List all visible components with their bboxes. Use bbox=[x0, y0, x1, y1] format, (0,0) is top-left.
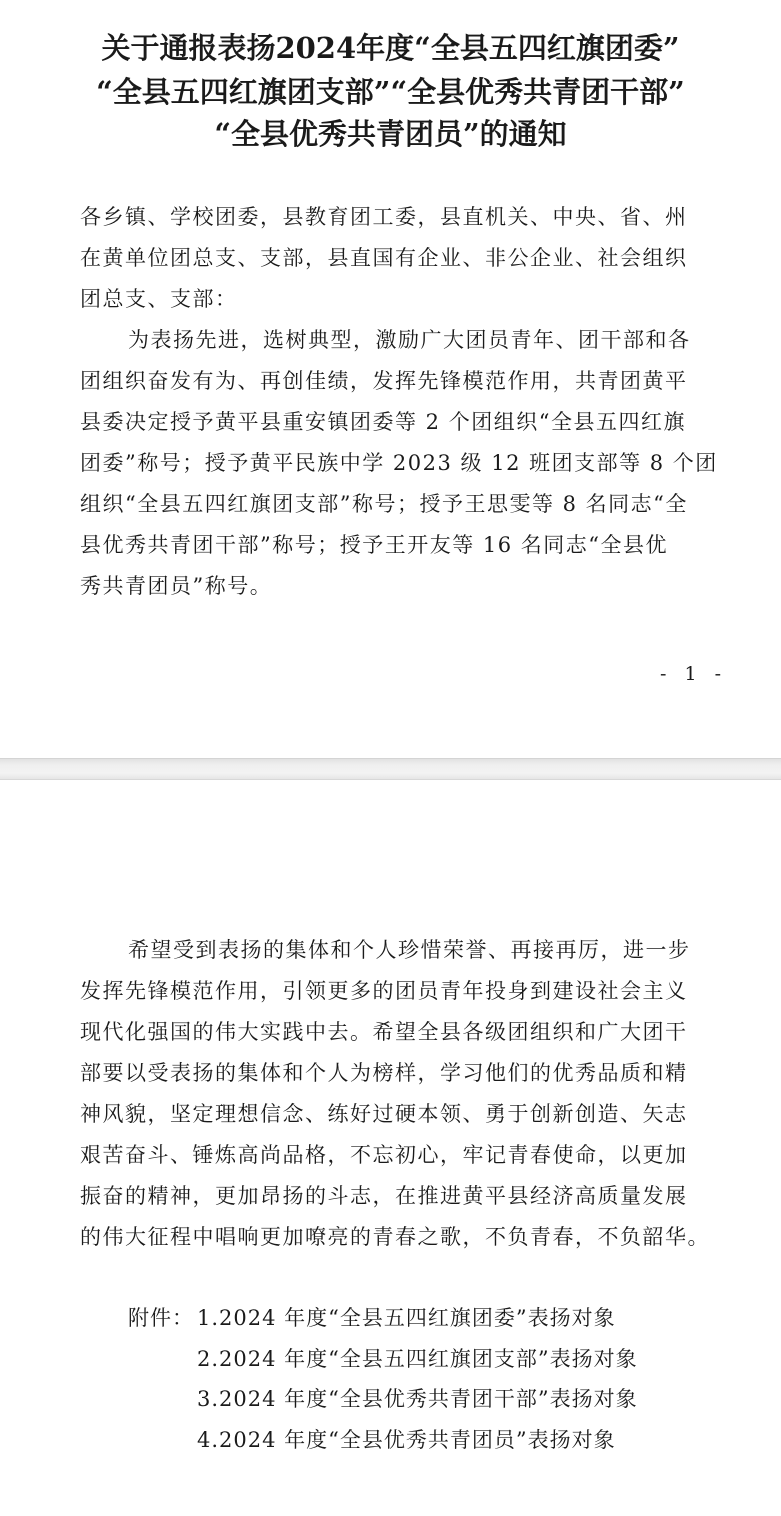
attachments-label: 附件： bbox=[128, 1306, 194, 1330]
body-line: 县委决定授予黄平县重安镇团委等 2 个团组织“全县五四红旗 bbox=[80, 410, 686, 434]
document-title-line-3: “全县优秀共青团员”的通知 bbox=[214, 117, 567, 151]
body-line: 现代化强国的伟大实践中去。希望全县各级团组织和广大团干 bbox=[80, 1020, 688, 1044]
page-separator bbox=[0, 758, 781, 780]
body-line: 秀共青团员”称号。 bbox=[80, 574, 273, 598]
body-line: 希望受到表扬的集体和个人珍惜荣誉、再接再厉，进一步 bbox=[128, 938, 691, 962]
attachment-item: 1.2024 年度“全县五四红旗团委”表扬对象 bbox=[197, 1306, 616, 1330]
addressee-line: 各乡镇、学校团委，县教育团工委，县直机关、中央、省、州 bbox=[80, 205, 688, 229]
body-line: 为表扬先进，选树典型，激励广大团员青年、团干部和各 bbox=[128, 328, 691, 352]
attachment-item: 4.2024 年度“全县优秀共青团员”表扬对象 bbox=[197, 1428, 616, 1452]
body-line: 团委”称号；授予黄平民族中学 2023 级 12 班团支部等 8 个团 bbox=[80, 451, 718, 475]
body-line: 部要以受表扬的集体和个人为榜样，学习他们的优秀品质和精 bbox=[80, 1061, 688, 1085]
body-line: 发挥先锋模范作用，引领更多的团员青年投身到建设社会主义 bbox=[80, 979, 688, 1003]
addressee-line: 在黄单位团总支、支部，县直国有企业、非公企业、社会组织 bbox=[80, 246, 688, 270]
body-line: 县优秀共青团干部”称号；授予王开友等 16 名同志“全县优 bbox=[80, 533, 669, 557]
attachment-item: 2.2024 年度“全县五四红旗团支部”表扬对象 bbox=[197, 1347, 638, 1371]
body-line: 团组织奋发有为、再创佳绩，发挥先锋模范作用，共青团黄平 bbox=[80, 369, 688, 393]
body-line: 振奋的精神，更加昂扬的斗志，在推进黄平县经济高质量发展 bbox=[80, 1184, 688, 1208]
addressee-line: 团总支、支部： bbox=[80, 287, 238, 311]
body-line: 神风貌，坚定理想信念、练好过硬本领、勇于创新创造、矢志 bbox=[80, 1102, 688, 1126]
document-page-2 bbox=[0, 780, 781, 1516]
body-line: 组织“全县五四红旗团支部”称号；授予王思雯等 8 名同志“全 bbox=[80, 492, 688, 516]
body-line: 的伟大征程中唱响更加嘹亮的青春之歌，不负青春，不负韶华。 bbox=[80, 1225, 710, 1249]
page-number: - 1 - bbox=[660, 663, 728, 685]
attachment-item: 3.2024 年度“全县优秀共青团干部”表扬对象 bbox=[197, 1387, 638, 1411]
document-title-line-1: 关于通报表扬2024年度“全县五四红旗团委” bbox=[101, 31, 680, 65]
document-title-line-2: “全县五四红旗团支部”“全县优秀共青团干部” bbox=[96, 75, 685, 109]
body-line: 艰苦奋斗、锤炼高尚品格，不忘初心，牢记青春使命，以更加 bbox=[80, 1143, 688, 1167]
